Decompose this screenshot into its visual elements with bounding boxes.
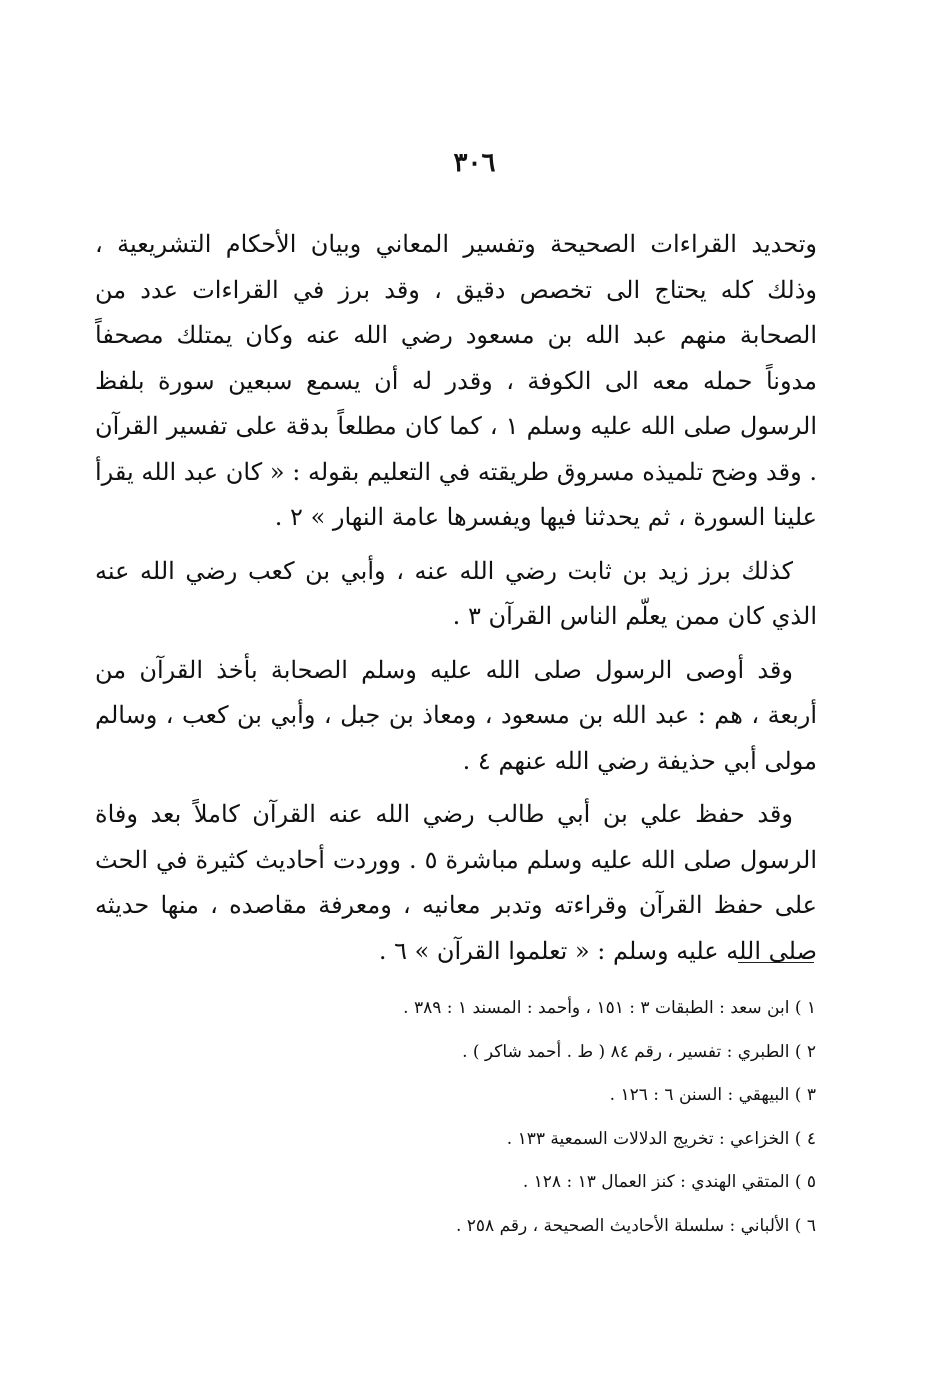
paragraph: وقد أوصى الرسول صلى الله عليه وسلم الصحابة بأخذ القرآن من أربعة ، هم : عبد الله بن مسعود ، ومعاذ بن جبل ، وأبي بن كعب ، وسالم مولى أبي حذيفة رضي الله عنهم ٤ . xyxy=(95,655,817,775)
page-number: ٣٠٦ xyxy=(453,148,496,178)
footnote: ٣ ) البيهقي : السنن ٦ : ١٢٦ . xyxy=(609,1085,816,1105)
footnote: ٢ ) الطبري : تفسير ، رقم ٨٤ ( ط . أحمد شاكر ) . xyxy=(462,1041,816,1062)
footnote: ٥ ) المتقي الهندي : كنز العمال ١٣ : ١٢٨ . xyxy=(522,1172,816,1192)
paragraph: وتحديد القراءات الصحيحة وتفسير المعاني وبيان الأحكام التشريعية ، وذلك كله يحتاج الى تخصص دقيق ، وقد برز في القراءات عدد من الصحابة منهم عبد الله بن مسعود رضي الله عنه وكان يمتلك مصحفاً مدوناً حمله معه الى الكوفة ، وقدر له أن يسمع سبعين سورة بلفظ الرسول صلى الله عليه وسلم ١ ، كما كان مطلعاً بدقة على تفسير القرآن . وقد وضح تلميذه مسروق طريقته في التعليم بقوله : « كان عبد الله يقرأ علينا السورة ، ثم يحدثنا فيها ويفسرها عامة النهار » ٢ . xyxy=(95,230,817,531)
footnote: ٦ ) الألباني : سلسلة الأحاديث الصحيحة ، رقم ٢٥٨ . xyxy=(455,1215,816,1236)
footnote: ٤ ) الخزاعي : تخريج الدلالات السمعية ١٣٣ . xyxy=(506,1128,816,1149)
paragraph: وقد حفظ علي بن أبي طالب رضي الله عنه القرآن كاملاً بعد وفاة الرسول صلى الله عليه وسلم مباشرة ٥ . ووردت أحاديث كثيرة في الحث على حفظ القرآن وقراءته وتدبر معانيه ، ومعرفة مقاصده ، منها حديثه صلى الله عليه وسلم : « تعلموا القرآن » ٦ . xyxy=(95,800,817,965)
paragraph: كذلك برز زيد بن ثابت رضي الله عنه ، وأبي بن كعب رضي الله عنه الذي كان ممن يعلّم الناس القرآن ٣ . xyxy=(95,556,817,630)
footnote-divider xyxy=(738,962,814,963)
main-text xyxy=(95,222,817,982)
footnote: ١ ) ابن سعد : الطبقات ٣ : ١٥١ ، وأحمد : المسند ١ : ٣٨٩ . xyxy=(403,998,816,1018)
footnotes-list xyxy=(256,996,816,1257)
